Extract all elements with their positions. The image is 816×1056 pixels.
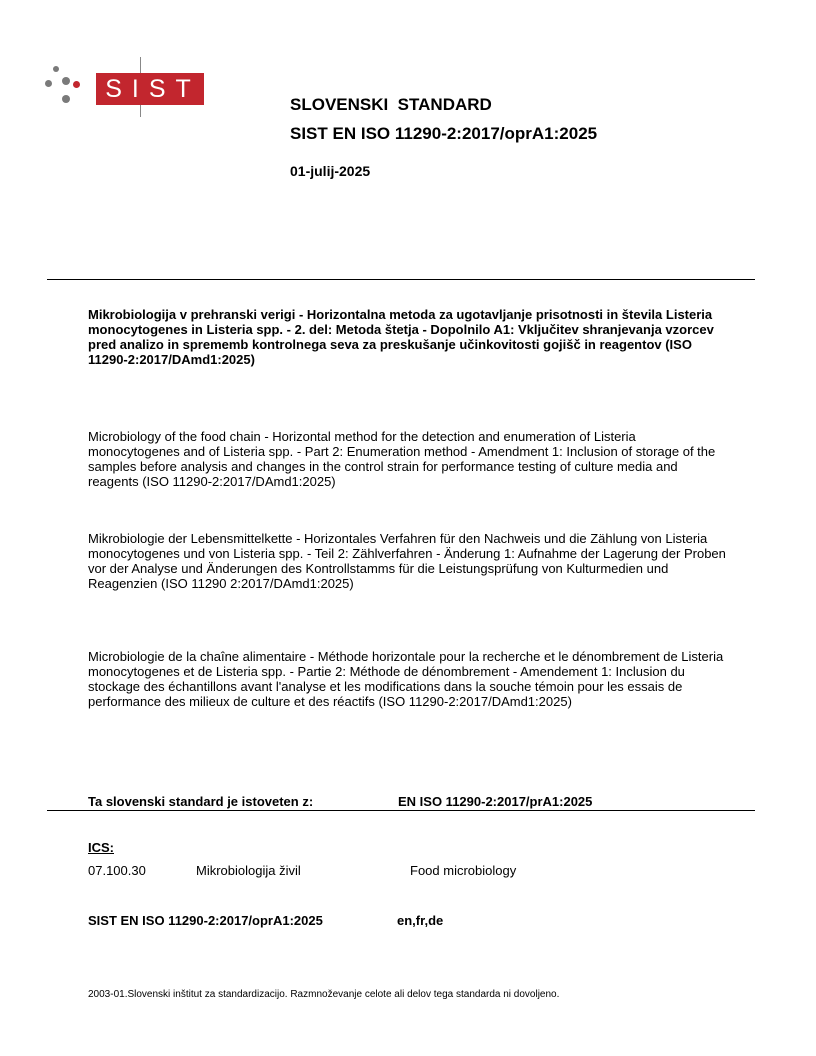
document-type: SLOVENSKI STANDARD [290, 95, 492, 114]
title-slovenian: Mikrobiologija v prehranski verigi - Horizontalna metoda za ugotavljanje prisotnosti in števila Listeria monocytogenes in Listeria spp. - 2. del: Metoda štetja - Dopolnilo A1: Vključitev shranjevanja vzorcev pred analizo in sprememb kontrolnega seva za preskušanje učinkovitosti gojišč in reagentov (ISO 11290-2:2017/DAmd1:2025) [88, 307, 714, 367]
title-german: Mikrobiologie der Lebensmittelkette - Horizontales Verfahren für den Nachweis und die Zählung von Listeria monocytogenes und von Listeria spp. - Teil 2: Zählverfahren - Änderung 1: Aufnahme der Lagerung der Proben vor der Analyse und Änderungen des Kontrollstamms für die Leistungsprüfung von Kulturmedien und Reagenzien (ISO 11290 2:2017/DAmd1:2025) [88, 531, 726, 591]
logo-dot-icon [73, 81, 80, 88]
logo-dot-icon [62, 95, 70, 103]
sist-logo: SIST [96, 73, 204, 105]
title-english: Microbiology of the food chain - Horizontal method for the detection and enumeration of Listeria monocytogenes and of Listeria spp. - Part 2: Enumeration method - Amendment 1: Inclusion of storage of the samples before analysis and changes in the control strain for performance testing of culture media and reagents (ISO 11290-2:2017/DAmd1:2025) [88, 429, 716, 489]
logo-dot-icon [53, 66, 59, 72]
ics-code: 07.100.30 [88, 863, 146, 878]
bottom-divider [47, 810, 755, 811]
footer-languages: en,fr,de [397, 913, 444, 928]
ics-slovenian: Mikrobiologija živil [196, 863, 301, 878]
logo-dot-icon [45, 80, 52, 87]
logo-dot-icon [62, 77, 70, 85]
logo-dots [44, 66, 84, 110]
top-divider [47, 279, 755, 280]
copyright-notice: 2003-01.Slovenski inštitut za standardizacijo. Razmnoževanje celote ali delov tega standarda ni dovoljeno. [88, 989, 560, 1000]
publication-date: 01-julij-2025 [290, 163, 371, 179]
identity-value: EN ISO 11290-2:2017/prA1:2025 [398, 794, 593, 809]
title-french: Microbiologie de la chaîne alimentaire - Méthode horizontale pour la recherche et le dénombrement de Listeria monocytogenes et de Listeria spp. - Partie 2: Méthode de dénombrement - Amendement 1: Inclusion du stockage des échantillons avant l'analyse et les modifications dans la souche témoin pour les essais de performance des milieux de culture et des réactifs (ISO 11290-2:2017/DAmd1:2025) [88, 649, 724, 709]
ics-heading: ICS: [88, 840, 114, 855]
ics-english: Food microbiology [410, 863, 517, 878]
identity-label: Ta slovenski standard je istoveten z: [88, 794, 314, 809]
footer-standard-code: SIST EN ISO 11290-2:2017/oprA1:2025 [88, 913, 323, 928]
standard-code: SIST EN ISO 11290-2:2017/oprA1:2025 [290, 124, 598, 143]
